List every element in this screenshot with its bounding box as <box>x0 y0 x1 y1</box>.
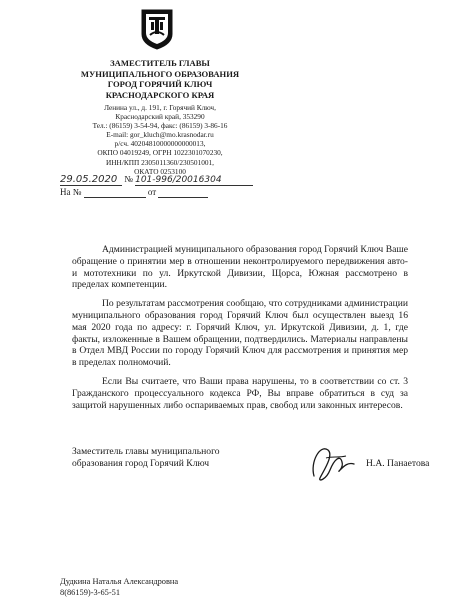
registration-no-label: № <box>124 174 133 184</box>
executor-info <box>60 577 178 598</box>
executor-name: Дудкина Наталья Александровна <box>60 577 179 586</box>
body-paragraph: Если Вы считаете, что Ваши права нарушены, то в соответствии со ст. 3 Гражданского процессуального кодекса РФ, Вы вправе обратиться в суд за защитой нарушенных либо оспариваемых прав, свобод или законных интересов. <box>72 375 408 411</box>
address-line: Краснодарский край, 353290 <box>115 112 205 122</box>
sender-title-line: КРАСНОДАРСКОГО КРАЯ <box>105 89 215 100</box>
body-paragraph: По результатам рассмотрения сообщаю, что сотрудниками администрации муниципального образования город Горячий Ключ был осуществлен выезд 16 мая 2020 года по адресу: г. Горячий Ключ, ул. Иркутской Дивизии, д. 1, где факты, изложенные в Вашем обращении, подтвердились. Материалы направлены в Отдел МВД России по городу Горячий Ключ для рассмотрения и принятия мер в пределах полномочий. <box>72 298 408 369</box>
signatory-name: Н.А. Панаетова <box>366 458 430 469</box>
address-line: р/сч. 40204810000000000013, <box>114 139 206 149</box>
registration-line <box>60 174 270 186</box>
signatory-position-line: образования город Горячий Ключ <box>72 458 210 469</box>
sender-title-line: МУНИЦИПАЛЬНОГО ОБРАЗОВАНИЯ <box>80 68 240 79</box>
address-line: ОКПО 04019249, ОГРН 1022301070230, <box>97 148 223 158</box>
signature-mark <box>306 440 358 486</box>
signatory-position <box>72 446 220 470</box>
executor-phone: 8(86159)-3-65-51 <box>60 587 121 597</box>
address-line: ИНН/КПП 2305011360/230501001, <box>106 157 214 167</box>
letter-body <box>72 244 408 411</box>
reference-no-label: На № <box>60 187 82 197</box>
reference-line <box>60 187 208 198</box>
sender-address <box>60 103 260 176</box>
sender-title-line: ЗАМЕСТИТЕЛЬ ГЛАВЫ <box>110 58 210 68</box>
body-paragraph: Администрацией муниципального образования город Горячий Ключ Ваше обращение о принятии мер в отношении неконтролируемого передвижения авто- и мототехники по ул. Иркутской Дивизии, Щорса, Южная рассмотрено в пределах компетенции. <box>72 244 408 291</box>
registration-number: 101-996/20016304 <box>135 175 253 186</box>
address-line: Тел.: (86159) 3-54-94, факс: (86159) 3-86-16 <box>92 121 228 131</box>
registration-date: 29.05.2020 <box>60 174 122 186</box>
signatory-position-line: Заместитель главы муниципального <box>72 446 220 457</box>
address-line: E-mail: gor_kluch@mo.krasnodar.ru <box>106 130 214 140</box>
address-line: Ленина ул., д. 191, г. Горячий Ключ, <box>104 103 216 112</box>
sender-title <box>60 58 260 100</box>
address-line: ОКАТО 0253100 <box>134 166 186 176</box>
sender-title-line: ГОРОД ГОРЯЧИЙ КЛЮЧ <box>107 79 213 89</box>
coat-of-arms-icon <box>140 8 174 50</box>
reference-from-label: от <box>147 187 157 197</box>
